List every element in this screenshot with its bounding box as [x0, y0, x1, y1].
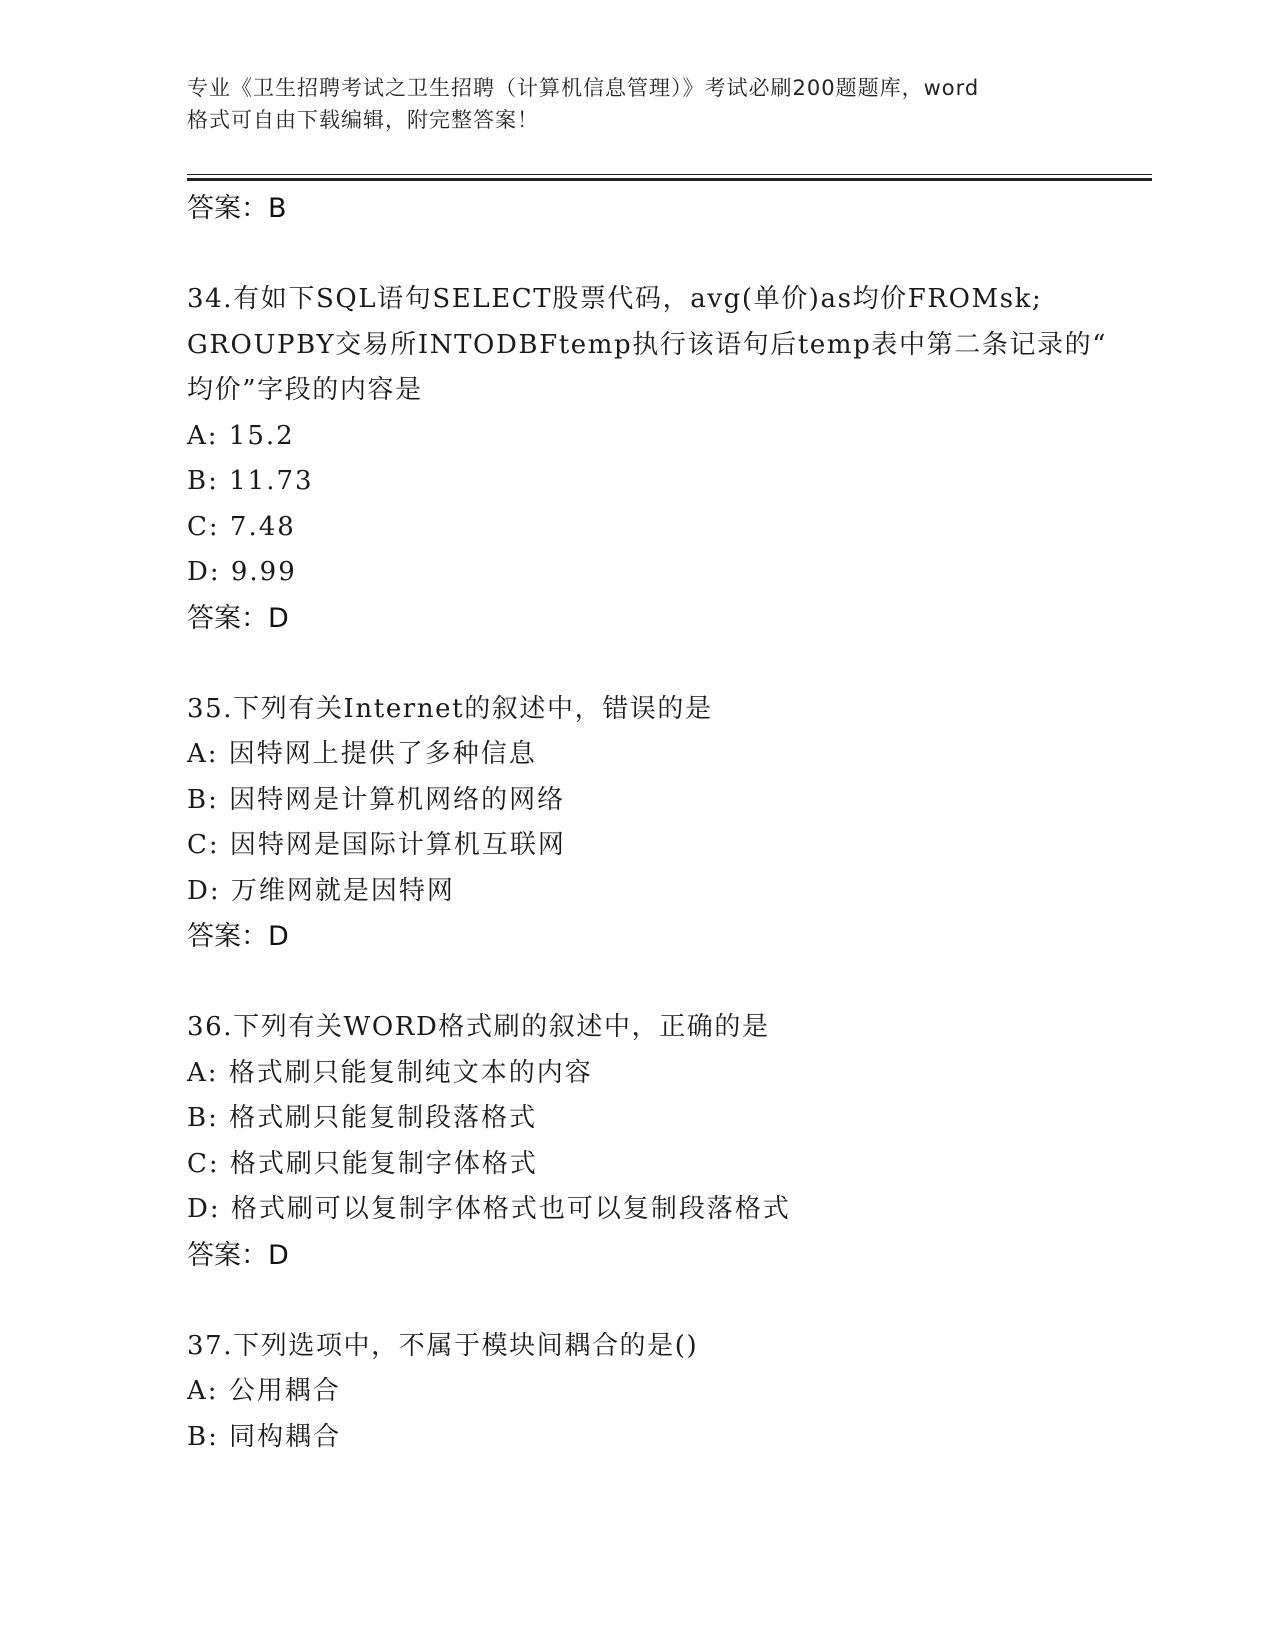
header-divider-thin	[187, 174, 1152, 175]
question-34-stem-line-3: 均价”字段的内容是	[187, 375, 423, 405]
question-36	[187, 1005, 1147, 1279]
question-34	[187, 277, 1147, 642]
question-36-option-d: D: 格式刷可以复制字体格式也可以复制段落格式	[187, 1194, 791, 1224]
question-37-option-a: A: 公用耦合	[187, 1376, 341, 1406]
question-35-answer: 答案：D	[187, 921, 289, 952]
question-36-stem-line-1: 36.下列有关WORD格式刷的叙述中，正确的是	[187, 1012, 770, 1042]
question-37	[187, 1324, 1147, 1461]
spacer	[187, 960, 1147, 1005]
question-35-option-a: A: 因特网上提供了多种信息	[187, 739, 537, 769]
question-35-option-d: D: 万维网就是因特网	[187, 875, 455, 906]
question-37-stem-line-1: 37.下列选项中，不属于模块间耦合的是()	[187, 1330, 699, 1361]
question-36-option-a: A: 格式刷只能复制纯文本的内容	[187, 1057, 593, 1088]
question-36-answer: 答案：D	[187, 1239, 289, 1271]
question-34-option-b: B: 11.73	[187, 466, 314, 496]
spacer	[187, 642, 1147, 687]
question-36-option-c: C: 格式刷只能复制字体格式	[187, 1148, 538, 1179]
question-34-answer: 答案：D	[187, 602, 289, 634]
spacer	[187, 1279, 1147, 1324]
answer-previous: 答案：B	[187, 193, 287, 224]
question-34-stem-line-2: GROUPBY交易所INTODBFtemp执行该语句后temp表中第二条记录的“	[187, 329, 1108, 360]
header-divider-thick	[187, 178, 1152, 181]
question-34-stem-line-1: 34.有如下SQL语句SELECT股票代码，avg(单价)as均价FROMsk;	[187, 284, 1043, 314]
question-35-option-b: B: 因特网是计算机网络的网络	[187, 784, 566, 815]
spacer	[187, 232, 1147, 277]
question-34-option-d: D: 9.99	[187, 557, 297, 587]
header-line-1: 专业《卫生招聘考试之卫生招聘（计算机信息管理）》考试必刷200题题库，word	[187, 76, 980, 100]
question-35-option-c: C: 因特网是国际计算机互联网	[187, 830, 566, 860]
question-35-stem-line-1: 35.下列有关Internet的叙述中，错误的是	[187, 693, 713, 724]
question-37-option-b: B: 同构耦合	[187, 1421, 342, 1452]
document-header	[187, 72, 1087, 136]
question-list	[187, 186, 1147, 1460]
question-35	[187, 687, 1147, 961]
header-line-2: 格式可自由下载编辑，附完整答案！	[187, 108, 539, 132]
question-36-option-b: B: 格式刷只能复制段落格式	[187, 1103, 538, 1133]
question-34-option-c: C: 7.48	[187, 511, 296, 542]
question-34-option-a: A: 15.2	[187, 420, 295, 451]
